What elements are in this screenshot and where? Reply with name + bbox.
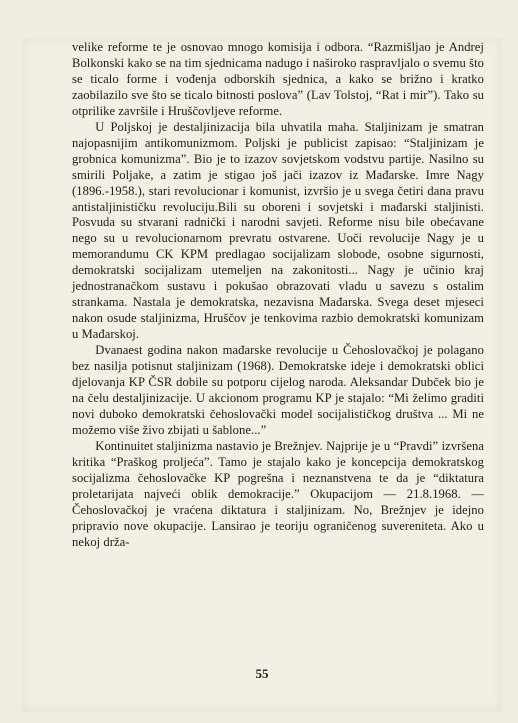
paragraph-2: U Poljskoj je destaljinizacija bila uhvatila maha. Staljinizam je smatran najopasnijim antikomunizmom. Poljski je publicist zapisao: “Staljinizam je grobnica komunizma”. Bio je to izazov sovjetskom vodstvu partije. Nasilno su smirili Poljake, a zatim je stigao još jači izazov iz Mađarske. Imre Nagy (1896.-1958.), stari revolucionar i komunist, izvršio je u svega četiri dana pravu antistaljinističku revoluciju.Bili su oboreni i sovjetski i mađarski staljinisti. Posvuda su stvarani radnički i narodni savjeti. Reforme nisu bile obećavane nego su u revolucionarnom prevratu ostvarene. Uoči revolucije Nagy je u memorandumu CK KPM predlagao socijalizam slobode, osobne sigurnosti, demokratski socijalizam utemeljen na zakonitosti... Nagy je učinio kraj jednostranačkom sustavu i pokušao obrazovati vladu u savezu s ostalim strankama. Nastala je demokratska, nezavisna Mađarska. Svega deset mjeseci nakon osude staljinizma, Hruščov je tenkovima razbio demokratski komunizam u Mađarskoj. bbox=[72, 119, 484, 342]
paragraph-3: Dvanaest godina nakon mađarske revolucije u Čehoslovačkoj je polagano bez nasilja potisnut staljinizam (1968). Demokratske ideje i demokratski oblici djelovanja KP ČSR dobile su potporu cijelog naroda. Aleksandar Dubček bio je na čelu destaljinizacije. U akcionom programu KP je stajalo: “Mi želimo graditi novi duboko demokratski čehoslovački model socijalističkog društva ... Mi ne možemo više živo zbijati u šablone...” bbox=[72, 343, 484, 437]
paragraph-4: Kontinuitet staljinizma nastavio je Brežnjev. Najprije je u “Pravdi” izvršena kritika “Praškog proljeća”. Tamo je stajalo kako je koncepcija demokratskog socijalizma čehoslovačke KP pogrešna i neznanstvena te da je “diktatura proletarijata najveći oblik demokracije.” Okupacijom — 21.8.1968. — Čehoslovačkoj je vraćena diktatura i staljinizam. No, Brežnjev je idejno pripravio nove okupacije. Lansirao je teoriju ograničenog suvereniteta. Ako u nekoj drža- bbox=[72, 438, 484, 549]
book-page bbox=[22, 38, 502, 712]
page-number: 55 bbox=[255, 666, 269, 681]
body-text bbox=[72, 40, 484, 551]
paragraph-1: velike reforme te je osnovao mnogo komisija i odbora. “Razmišljao je Andrej Bolkonski kako se na tim sjednicama nadugo i naširoko raspravljalo o svemu što se ticalo forme i vođenja odborskih sjednica, a kako se brižno i kratko zaobilazilo sve što se ticalo bitnosti poslova” (Lav Tolstoj, “Rat i mir”). Tako su otprilike završile i Hruščovljeve reforme. bbox=[72, 40, 484, 118]
